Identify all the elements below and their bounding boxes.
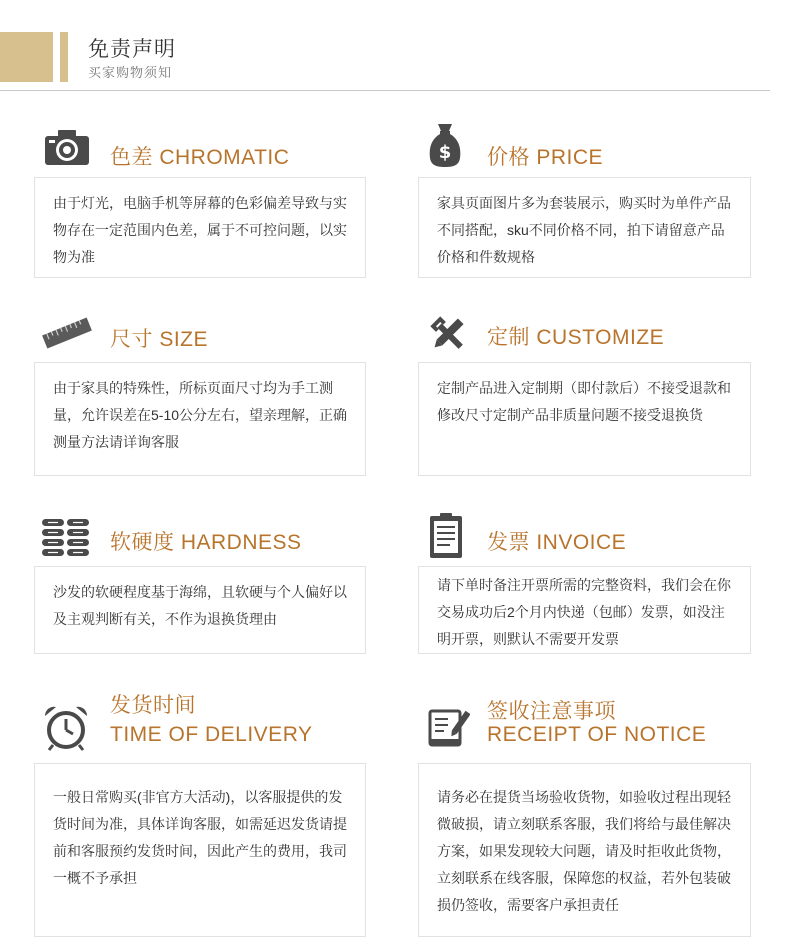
section-text-hardness: 沙发的软硬程度基于海绵，且软硬与个人偏好以及主观判断有关，不作为退换货理由	[34, 566, 366, 654]
document-pen-icon	[428, 706, 470, 748]
page-subtitle: 买家购物须知	[88, 65, 173, 80]
page-title: 免责声明	[88, 38, 176, 61]
section-text-receipt: 请务必在提货当场验收货物，如验收过程出现轻微破损，请立刻联系客服，我们将给与最佳解决方案，如果发现较大问题，请及时拒收此货物，立刻联系在线客服，保障您的权益，若外包装破损仍签收，需要客户承担责任	[418, 763, 751, 937]
section-text-chromatic: 由于灯光，电脑手机等屏幕的色彩偏差导致与实物存在一定范围内色差，属于不可控问题，以实物为准	[34, 177, 366, 278]
svg-text:$: $	[438, 142, 452, 163]
section-text-invoice: 请下单时备注开票所需的完整资料，我们会在你交易成功后2个月内快递（包邮）发票，如没注明开票，则默认不需要开发票	[418, 566, 751, 654]
section-title-delivery-cn: 发货时间	[110, 694, 196, 717]
alarm-clock-icon	[42, 704, 90, 752]
ruler-icon	[40, 314, 94, 352]
invoice-icon	[428, 512, 464, 560]
header-accent-bar	[60, 32, 68, 82]
section-title-price: 价格 PRICE	[487, 146, 604, 169]
section-text-size: 由于家具的特殊性，所标页面尺寸均为手工测量，允许误差在5-10公分左右，望亲理解，正确测量方法请详询客服	[34, 362, 366, 476]
section-title-receipt-en: RECEIPT OF NOTICE	[487, 723, 707, 746]
section-text-price: 家具页面图片多为套装展示，购买时为单件产品不同搭配，sku不同价格不同，拍下请留意产品价格和件数规格	[418, 177, 751, 278]
section-title-chromatic: 色差 CHROMATIC	[110, 146, 290, 169]
section-title-customize: 定制 CUSTOMIZE	[487, 326, 665, 349]
camera-icon	[44, 128, 90, 166]
section-text-delivery: 一般日常购买(非官方大活动)，以客服提供的发货时间为准，具体详询客服，如需延迟发货请提前和客服预约发货时间，因此产生的费用，我司一概不予承担	[34, 763, 366, 937]
section-title-receipt-cn: 签收注意事项	[487, 700, 616, 723]
header-accent-block	[0, 32, 53, 82]
header-divider	[0, 90, 770, 91]
section-text-customize: 定制产品进入定制期（即付款后）不接受退款和修改尺寸定制产品非质量问题不接受退换货	[418, 362, 751, 476]
section-title-invoice: 发票 INVOICE	[487, 531, 627, 554]
section-title-hardness: 软硬度 HARDNESS	[110, 531, 302, 554]
section-title-delivery-en: TIME OF DELIVERY	[110, 723, 313, 746]
section-title-size: 尺寸 SIZE	[110, 328, 209, 351]
spring-icon	[40, 518, 92, 558]
money-bag-icon	[428, 122, 462, 168]
tools-icon	[428, 314, 468, 354]
